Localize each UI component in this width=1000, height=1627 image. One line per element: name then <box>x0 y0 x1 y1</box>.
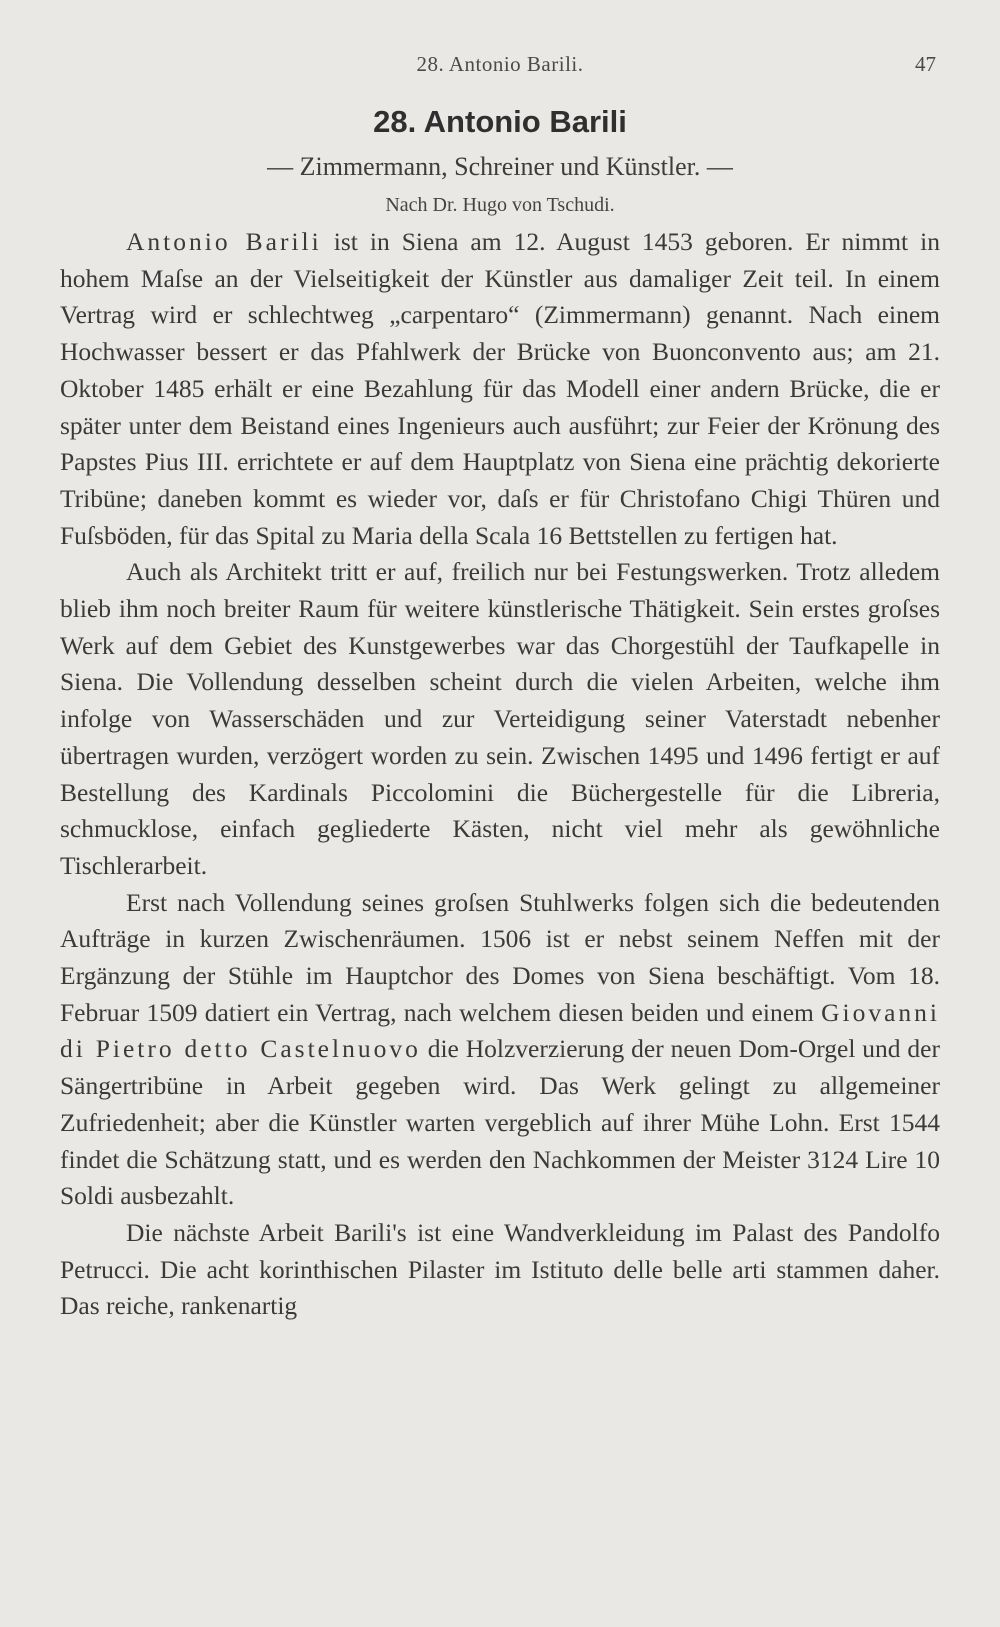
page-number: 47 <box>915 52 936 76</box>
paragraph-1-text: ist in Siena am 12. August 1453 geboren. Er nimmt in hohem Maſse an der Vielseitigkeit der Künstler aus damaliger Zeit teil. In einem Vertrag wird er schlechtweg „carpentaro“ (Zimmermann) genannt. Nach einem Hochwasser bessert er das Pfahlwerk der Brücke von Buonconvento aus; am 21. Oktober 1485 erhält er eine Bezahlung für das Modell einer andern Brücke, die er später unter dem Beistand eines Ingenieurs auch ausführt; zur Feier der Krönung des Papstes Pius III. errichtete er auf dem Hauptplatz von Siena eine prächtig dekorierte Tribüne; daneben kommt es wieder vor, daſs er für Christofano Chigi Thüren und Fuſsböden, für das Spital zu Maria della Scala 16 Bettstellen zu fertigen hat. <box>60 227 940 550</box>
running-head <box>60 46 940 82</box>
body-text <box>60 224 940 1325</box>
running-head-title: 28. Antonio Barili. <box>416 52 584 76</box>
chapter-subtitle: — Zimmermann, Schreiner und Künstler. — <box>267 152 733 181</box>
person-name-lead: Antonio Barili <box>126 227 322 256</box>
paragraph-3 <box>60 885 940 1215</box>
paragraph-1 <box>60 224 940 554</box>
chapter-title: 28. Antonio Barili <box>373 104 627 139</box>
person-name-spaced: Giovanni di Pietro detto Castelnuovo <box>60 997 940 1064</box>
paragraph-3-text-before: Erst nach Vollendung seines groſsen Stuhlwerks folgen sich die bedeutenden Aufträge in kurzen Zwischenräumen. 1506 ist er nebst seinem Neffen mit der Ergänzung der Stühle im Hauptchor des Domes von Siena beschäftigt. Vom 18. Februar 1509 datiert ein Vertrag, nach welchem diesen beiden und einem <box>60 887 940 1027</box>
paragraph-3-text-after: die Holzverzierung der neuen Dom-Orgel und der Sängertribüne in Arbeit gegeben wird. Das Werk gelingt zu allgemeiner Zufriedenheit; aber die Künstler warten vergeblich auf ihrer Mühe Lohn. Erst 1544 findet die Schätzung statt, und es werden den Nachkommen der Meister 3124 Lire 10 Soldi ausbezahlt. <box>60 1034 940 1211</box>
paragraph-4: Die nächste Arbeit Barili's ist eine Wandverkleidung im Palast des Pandolfo Petrucci. Die acht korinthischen Pilaster im Istituto delle belle arti stammen daher. Das reiche, rankenartig <box>60 1217 940 1321</box>
paragraph-2: Auch als Architekt tritt er auf, freilich nur bei Festungswerken. Trotz alledem blieb ihm noch breiter Raum für weitere künstlerische Thätigkeit. Sein erstes groſses Werk auf dem Gebiet des Kunstgewerbes war das Chorgestühl der Taufkapelle in Siena. Die Vollendung desselben scheint durch die vielen Arbeiten, welche ihm infolge von Wasserschäden und zur Verteidigung seiner Vaterstadt nebenher übertragen wurden, verzögert worden zu sein. Zwischen 1495 und 1496 fertigt er auf Bestellung des Kardinals Piccolomini die Büchergestelle für die Libreria, schmucklose, einfach gegliederte Kästen, nicht viel mehr als gewöhnliche Tischlerarbeit. <box>60 557 940 880</box>
chapter-source: Nach Dr. Hugo von Tschudi. <box>385 194 615 216</box>
